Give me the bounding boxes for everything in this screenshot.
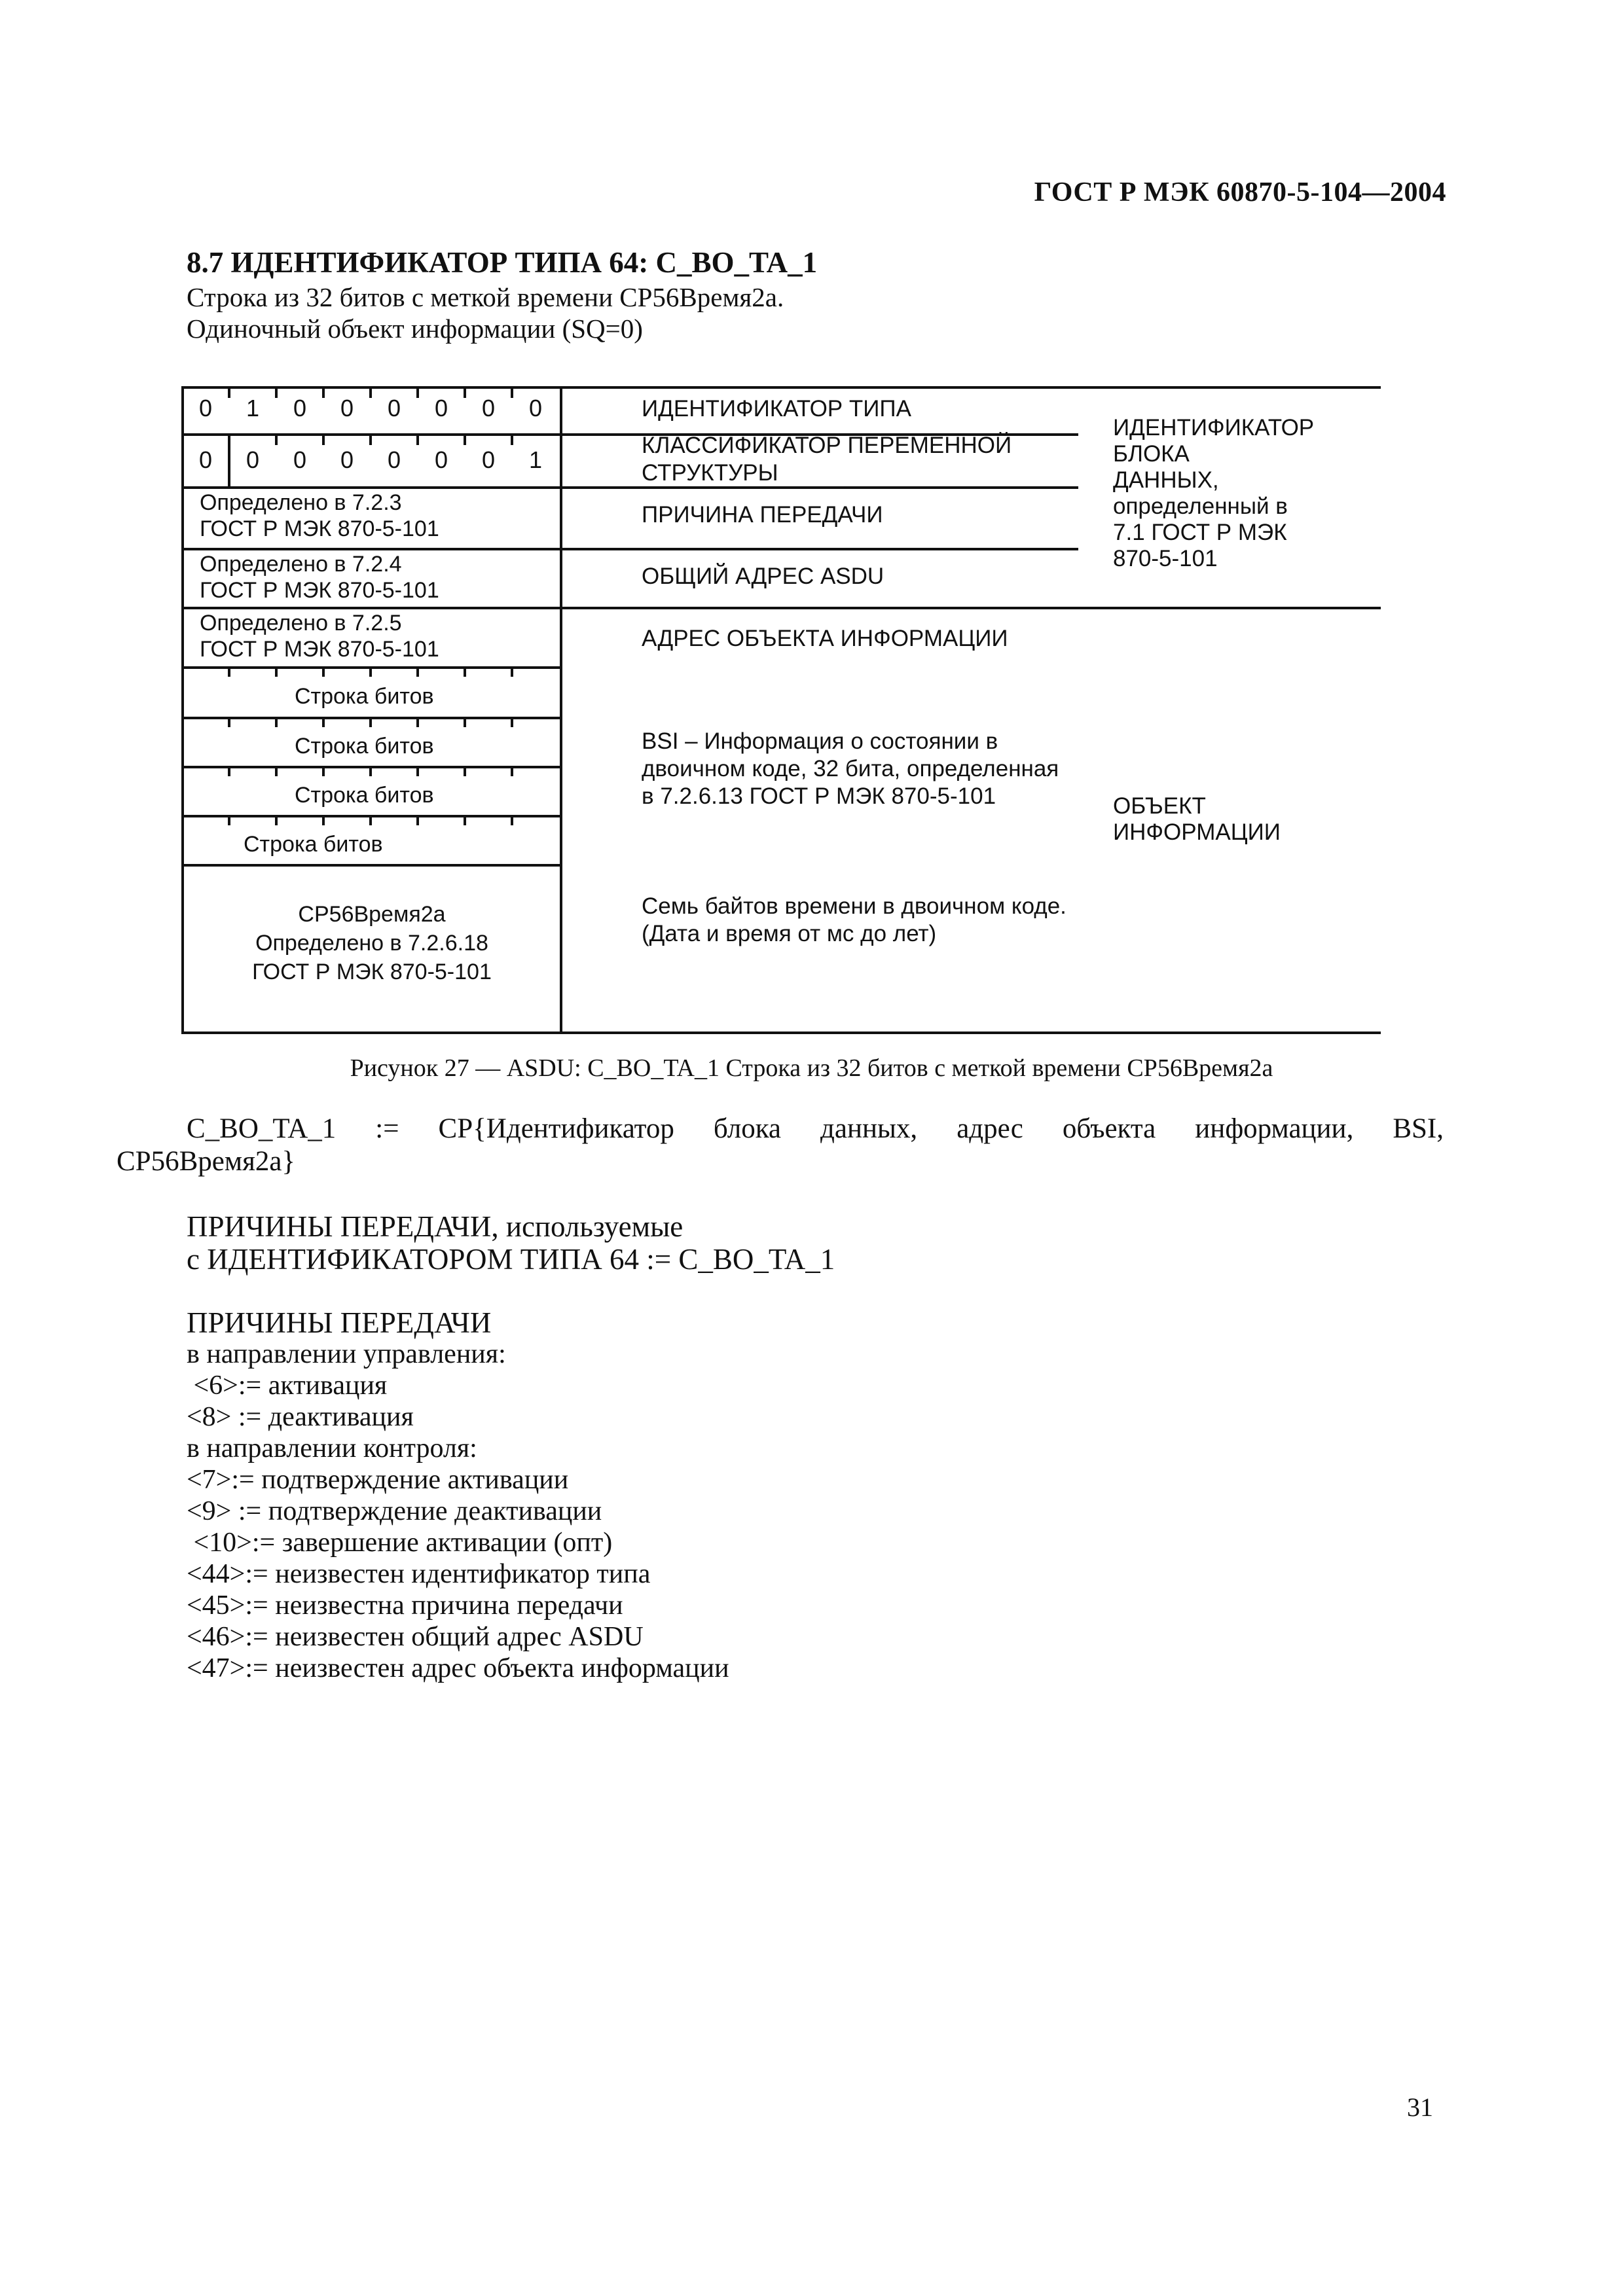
- bit-tick: [275, 719, 278, 727]
- bitstring-cell: Строка битов: [295, 684, 434, 709]
- cot-usage-line: ПРИЧИНЫ ПЕРЕДАЧИ, используемые: [187, 1210, 684, 1243]
- bit-tick: [322, 389, 325, 398]
- bit-tick: [228, 389, 230, 398]
- bit-tick: [369, 669, 372, 677]
- section-heading: 8.7 ИДЕНТИФИКАТОР ТИПА 64: C_BO_TA_1: [187, 246, 818, 279]
- bit-tick: [511, 817, 513, 825]
- bit-tick: [322, 817, 325, 825]
- desc-type-id: ИДЕНТИФИКАТОР ТИПА: [642, 396, 911, 422]
- bit-tick: [369, 389, 372, 398]
- type-id-bit: 0: [528, 395, 543, 422]
- bit-tick: [464, 389, 466, 398]
- figure-caption: Рисунок 27 — ASDU: C_BO_TA_1 Строка из 32 битов с меткой времени CP56Время2a: [350, 1054, 1273, 1082]
- causes-heading: ПРИЧИНЫ ПЕРЕДАЧИ: [187, 1306, 492, 1339]
- bit-tick: [511, 768, 513, 776]
- row-separator: [181, 1031, 1381, 1034]
- desc-time-line: Семь байтов времени в двоичном коде.: [642, 893, 1067, 919]
- bit-tick: [464, 817, 466, 825]
- asdu-address-cell-line: Определено в 7.2.4: [200, 552, 402, 577]
- cause-item: <6>:= активация: [187, 1371, 388, 1401]
- bit-tick: [511, 719, 513, 727]
- bit-tick: [322, 768, 325, 776]
- cause-item: <46>:= неизвестен общий адрес ASDU: [187, 1622, 644, 1652]
- cot-cell-line: ГОСТ Р МЭК 870-5-101: [200, 516, 439, 541]
- group-data-unit-id-line: 7.1 ГОСТ Р МЭК: [1113, 520, 1287, 545]
- cause-item: <8> := деактивация: [187, 1402, 414, 1432]
- desc-bsi-line: двоичном коде, 32 бита, определенная: [642, 756, 1059, 781]
- time-cell-line: Определено в 7.2.6.18: [255, 931, 488, 956]
- vsq-bit: 0: [293, 446, 307, 473]
- group-info-object-line: ИНФОРМАЦИИ: [1113, 819, 1281, 845]
- formula-line: CP56Время2a}: [117, 1146, 296, 1177]
- group-info-object-line: ОБЪЕКТ: [1113, 793, 1206, 819]
- vsq-bit: 0: [246, 446, 260, 473]
- type-id-bit: 0: [198, 395, 213, 422]
- row-separator: [181, 815, 562, 817]
- bit-tick: [369, 436, 372, 445]
- time-cell-line: ГОСТ Р МЭК 870-5-101: [252, 960, 492, 984]
- desc-cot: ПРИЧИНА ПЕРЕДАЧИ: [642, 502, 883, 528]
- row-separator: [181, 717, 562, 719]
- section-intro-line: Строка из 32 битов с меткой времени CP56Время2a.: [187, 282, 784, 312]
- bit-tick: [322, 719, 325, 727]
- bit-tick: [416, 669, 419, 677]
- desc-vsq-line: КЛАССИФИКАТОР ПЕРЕМЕННОЙ: [642, 433, 1012, 458]
- bitstring-cell: Строка битов: [244, 832, 383, 857]
- bit-tick: [369, 719, 372, 727]
- row-separator: [181, 548, 1078, 550]
- type-id-bit: 0: [481, 395, 496, 422]
- desc-bsi-line: в 7.2.6.13 ГОСТ Р МЭК 870-5-101: [642, 783, 996, 809]
- diagram-divider: [560, 386, 562, 1034]
- time-cell: [184, 900, 560, 986]
- bit-tick: [369, 768, 372, 776]
- bit-tick: [464, 436, 466, 445]
- bit-tick: [275, 817, 278, 825]
- bit-tick: [416, 389, 419, 398]
- desc-vsq-line: СТРУКТУРЫ: [642, 460, 778, 486]
- bit-tick: [322, 669, 325, 677]
- row-separator: [181, 766, 562, 768]
- type-id-bit: 1: [246, 395, 260, 422]
- control-direction-label: в направлении управления:: [187, 1339, 506, 1369]
- ioa-cell-line: Определено в 7.2.5: [200, 611, 402, 636]
- cot-cell: [200, 490, 439, 542]
- bit-tick: [322, 436, 325, 445]
- vsq-bit: 0: [434, 446, 448, 473]
- group-data-unit-id: [1113, 415, 1314, 572]
- desc-bsi: [642, 728, 1059, 810]
- ioa-cell: [200, 610, 439, 662]
- bit-tick: [511, 436, 513, 445]
- row-separator: [181, 607, 1381, 609]
- group-data-unit-id-line: ИДЕНТИФИКАТОР: [1113, 415, 1315, 440]
- group-data-unit-id-line: ДАННЫХ,: [1113, 467, 1219, 493]
- cause-item: <9> := подтверждение деактивации: [187, 1496, 602, 1526]
- bit-tick: [416, 768, 419, 776]
- type-id-bit: 0: [387, 395, 401, 422]
- desc-bsi-line: BSI – Информация о состоянии в: [642, 728, 998, 754]
- document-header: ГОСТ Р МЭК 60870-5-104—2004: [1034, 177, 1446, 207]
- cause-item: <10>:= завершение активации (опт): [187, 1528, 613, 1558]
- desc-vsq: [642, 432, 1012, 487]
- cause-item: <45>:= неизвестна причина передачи: [187, 1590, 623, 1621]
- bit-tick: [228, 768, 230, 776]
- bit-tick: [416, 719, 419, 727]
- group-data-unit-id-line: 870-5-101: [1113, 546, 1218, 571]
- row-separator: [181, 666, 562, 669]
- type-id-bit: 0: [434, 395, 448, 422]
- cause-item: <44>:= неизвестен идентификатор типа: [187, 1559, 651, 1589]
- desc-time-line: (Дата и время от мс до лет): [642, 921, 937, 946]
- vsq-bit: 0: [340, 446, 354, 473]
- cause-item: <47>:= неизвестен адрес объекта информации: [187, 1653, 729, 1683]
- bit-tick: [416, 436, 419, 445]
- group-data-unit-id-line: определенный в: [1113, 493, 1288, 519]
- bit-tick: [369, 817, 372, 825]
- vsq-bit: 0: [481, 446, 496, 473]
- bit-tick: [511, 389, 513, 398]
- type-id-bit: 0: [340, 395, 354, 422]
- monitor-direction-label: в направлении контроля:: [187, 1433, 477, 1463]
- bit-tick: [464, 768, 466, 776]
- bit-tick: [464, 719, 466, 727]
- bit-tick: [511, 669, 513, 677]
- desc-asdu-address: ОБЩИЙ АДРЕС ASDU: [642, 564, 884, 589]
- cot-cell-line: Определено в 7.2.3: [200, 490, 402, 515]
- row-separator: [181, 864, 562, 867]
- group-info-object: [1113, 793, 1281, 846]
- bit-tick: [416, 817, 419, 825]
- bit-tick: [275, 389, 278, 398]
- ioa-cell-line: ГОСТ Р МЭК 870-5-101: [200, 637, 439, 662]
- bitstring-cell: Строка битов: [295, 734, 434, 759]
- vsq-bit: 0: [387, 446, 401, 473]
- desc-time: [642, 893, 1067, 948]
- bit-tick: [228, 817, 230, 825]
- bit-tick: [228, 719, 230, 727]
- bit-tick: [464, 669, 466, 677]
- cot-usage-line: с ИДЕНТИФИКАТОРОМ ТИПА 64 := C_BO_TA_1: [187, 1243, 835, 1276]
- bitstring-cell: Строка битов: [295, 783, 434, 808]
- cause-item: <7>:= подтверждение активации: [187, 1465, 569, 1495]
- section-intro-line: Одиночный объект информации (SQ=0): [187, 314, 643, 344]
- time-cell-line: CP56Время2a: [298, 902, 446, 927]
- bit-tick: [275, 436, 278, 445]
- vsq-bit: 1: [528, 446, 543, 473]
- bit-tick: [228, 669, 230, 677]
- asdu-address-cell-line: ГОСТ Р МЭК 870-5-101: [200, 578, 439, 603]
- bit-tick: [275, 669, 278, 677]
- asdu-address-cell: [200, 551, 439, 603]
- page-number: 31: [1407, 2092, 1433, 2122]
- bit-tick: [275, 768, 278, 776]
- vsq-bit: 0: [198, 446, 213, 473]
- bit-divider: [228, 436, 230, 486]
- row-separator: [181, 386, 1381, 389]
- group-data-unit-id-line: БЛОКА: [1113, 441, 1190, 467]
- formula-line: C_BO_TA_1 := CP{Идентификатор блока данных, адрес объекта информации, BSI,: [187, 1113, 1444, 1144]
- desc-ioa: АДРЕС ОБЪЕКТА ИНФОРМАЦИИ: [642, 626, 1008, 651]
- type-id-bit: 0: [293, 395, 307, 422]
